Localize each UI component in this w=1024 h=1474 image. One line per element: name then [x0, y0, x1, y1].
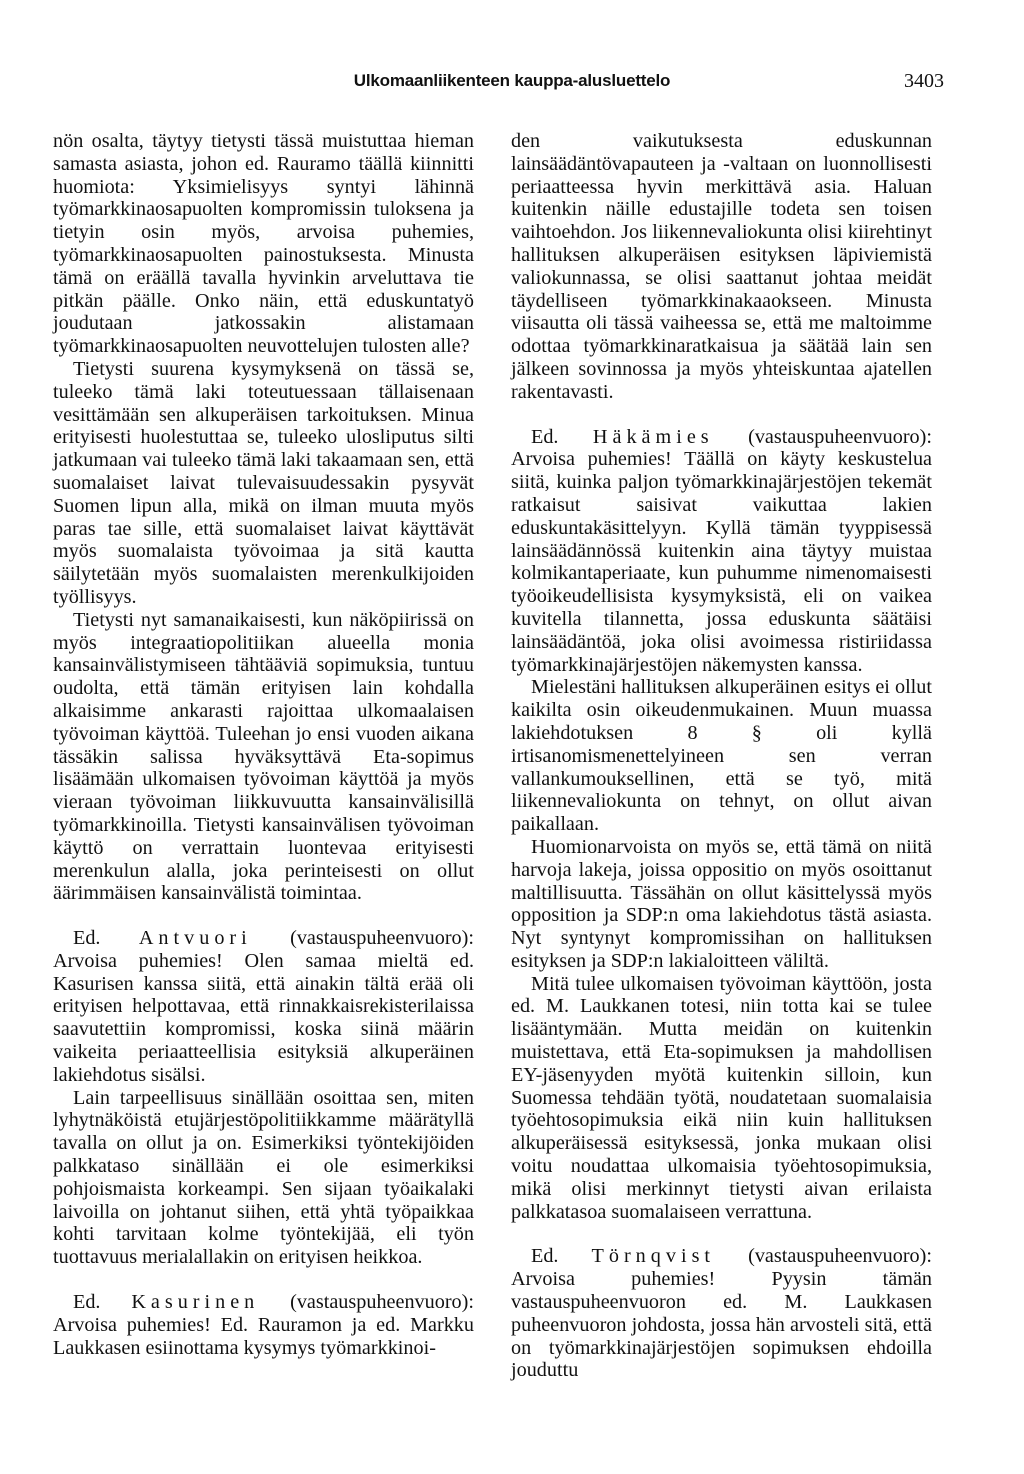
speaker-role: (vastauspuheenvuoro): [715, 1245, 932, 1268]
speech-text: Arvoisa puhemies! Olen samaa mieltä ed. Kasurisen kanssa siitä, että ainakin tältä erää oli erityisen helpottavaa, että rinnakkaisrekisterilaissa saavutettiin kompromissi, koska siinä määrin vaikeita periaatteellisia esityksiä alkuperäinen lakiehdotus sisälsi. [53, 949, 474, 1086]
speaker-name: Törnqvist [591, 1245, 716, 1268]
speaker-role: (vastauspuheenvuoro): [251, 927, 474, 950]
paragraph: Lain tarpeellisuus sinällään osoittaa sen, miten lyhytnäköistä etujärjestöpolitiikkamme määrätyllä tavalla on ollut ja on. Esimerkiksi työntekijöiden palkkataso sinällään ei ole esimerkiksi pohjoismaista korkeampi. Sen sijaan työaikalaki laivoilla on johtanut siihen, että yhtä työpaikkaa kohti tarvitaan kolme työntekijää, eli työn tuottavuus merialallakin on erityisen heikkoa. [53, 1086, 474, 1269]
page-number: 3403 [904, 70, 944, 92]
continued-paragraph: den vaikutuksesta eduskunnan lainsäädäntövapauteen ja -valtaan on luonnollisesti periaatteessa hyvin merkittävä asia. Haluan kuitenkin näille edustajille todeta sen toisen vaihtoehdon. Jos liikennevaliokunta olisi kiirehtinyt hallituksen alkuperäisen esityksen läpiviemistä valiokunnassa, se olisi saattanut johtaa meidät täydelliseen työmarkkinakaaokseen. Minusta viisautta oli tässä vaiheessa se, että me maltoimme odottaa työmarkkinaratkaisua ja säätää lain sen jälkeen sovinnossa ja myös yhteiskuntaa ajatellen rakentavasti. [511, 130, 932, 403]
speaker-role: (vastauspuheenvuoro): [259, 1291, 474, 1314]
paragraph: Tietysti nyt samanaikaisesti, kun näköpiirissä on myös integraatiopolitiikan alueella monia kansainvälistymiseen tähtääviä sopimuksia, tuntuu oudolta, että tämän erityisen lain kohdalla alkaisimme ankarasti rajoittaa ulkomaalaisen työvoiman käyttöä. Tuleehan jo ensi vuoden aikana tässäkin salissa hyväksyttävä Eta-sopimus lisäämään ulkomaisen työvoiman käyttöä ja myös vieraan työvoiman liikkuvuutta kansainvälisillä työmarkkinoilla. Tietysti kansainvälisen työvoiman käyttö on verrattain luontevaa erityisesti merenkulun alalla, joka perinteisesti on ollut äärimmäisen kansainvälistä toimintaa. [53, 608, 474, 905]
right-text-column [511, 130, 932, 1382]
paragraph: Mitä tulee ulkomaisen työvoiman käyttöön, josta ed. M. Laukkanen totesi, niin totta kai se tulee lisääntymään. Mutta meidän on kuitenkin muistettava, että Eta-sopimuksen ja mahdollisen EY-jäsenyyden myötä kuitenkin silloin, kun Suomessa tehdään työtä, noudatetaan suomalaisia työehtosopimuksia eikä niin kuin hallituksen alkuperäisessä esityksessä, jonka mukaan olisi voitu noudattaa ulkomaisia työehtosopimuksia, mikä olisi merkinnyt tietysti aivan erilaista palkkatasoa suomalaiseen verrattuna. [511, 972, 932, 1223]
speech-text: Arvoisa puhemies! Ed. Rauramon ja ed. Markku Laukkasen esiinottama kysymys työmarkkinoi- [53, 1313, 474, 1359]
paragraph: Tietysti suurena kysymyksenä on tässä se, tuleeko tämä laki toteutuessaan tällaisenaan vesittämään sen alkuperäisen tarkoituksen. Minua erityisesti huolestuttaa se, tuleeko ulosliputus silti jatkumaan vai tuleeko tämä laki takaamaan sen, että suomalaiset laivat tulevaisuudessakin pysyvät Suomen lipun alla, mikä on ilman muuta myös paras tae sille, että suomalaiset laivat käyttävät myös suomalaista työvoimaa ja sitä kautta säilytetään myös suomalaisten merenkulkijoiden työllisyys. [53, 357, 474, 608]
left-text-column [53, 130, 474, 1359]
speech-text: Arvoisa puhemies! Täällä on käyty keskustelua siitä, kuinka paljon työmarkkinajärjestöjen tekemät ratkaisut saisivat vaikuttaa lakien eduskuntakäsittelyyn. Kyllä tämän tyyppisessä lainsäädännössä kuitenkin aina täytyy muistaa kolmikantaperiaate, kun puhumme nimenomaisesti työoikeudellisista kysymyksistä, eli on vaikea kuvitella tilannetta, jossa eduskunta säätäisi lainsäädäntöä, joka olisi avoimessa ristiriidassa työmarkkinajärjestöjen näkemysten kanssa. [511, 448, 932, 676]
speaker-prefix: Ed. [531, 425, 593, 448]
speaker-paragraph [511, 426, 932, 677]
paragraph: Huomionarvoista on myös se, että tämä on niitä harvoja lakeja, joissa oppositio on myös osoittanut maltillisuutta. Tässähän on ollut käsittelyssä myös opposition ja SDP:n oma lakiehdotus tästä asiasta. Nyt syntynyt kompromissihan on hallituksen esityksen ja SDP:n lakialoitteen väliltä. [511, 835, 932, 972]
speaker-prefix: Ed. [73, 1291, 132, 1314]
paragraph: Mielestäni hallituksen alkuperäinen esitys ei ollut kaikilta osin oikeudenmukainen. Muun muassa lakiehdotuksen 8 § oli kyllä irtisanomismenettelyineen sen verran vallankumouksellinen, että se työ, mitä liikennevaliokunta on tehnyt, on ollut aivan paikallaan. [511, 676, 932, 836]
speaker-paragraph [53, 927, 474, 1087]
speaker-prefix: Ed. [531, 1245, 592, 1268]
speech-text: Arvoisa puhemies! Pyysin tämän vastauspuheenvuoron ed. M. Laukkasen puheenvuoron johdosta, jossa hän arvosteli sitä, että on työmarkkinajärjestöjen sopimuksen ehdoilla jouduttu [511, 1268, 932, 1382]
speaker-prefix: Ed. [73, 927, 139, 950]
speaker-role: (vastauspuheenvuoro): [713, 425, 932, 448]
speaker-name: Antvuori [138, 927, 252, 950]
speaker-name: Häkämies [592, 425, 714, 448]
running-title: Ulkomaanliikenteen kauppa-alusluettelo [353, 71, 671, 90]
continued-paragraph: nön osalta, täytyy tietysti tässä muistuttaa hieman samasta asiasta, johon ed. Rauramo täällä kiinnitti huomiota: Yksimielisyys syntyi lähinnä työmarkkinaosapuolten kompromissin tuloksena ja tietyin osin myös, arvoisa puhemies, työmarkkinaosapuolten painostuksesta. Minusta tämä on eräällä tavalla hyvinkin arveluttava tie pitkän päälle. Onko näin, että eduskuntatyö joudutaan jatkossakin alistamaan työmarkkinaosapuolten neuvottelujen tulosten alle? [53, 130, 474, 358]
speaker-name: Kasurinen [131, 1291, 260, 1314]
speaker-paragraph [53, 1291, 474, 1359]
speaker-paragraph [511, 1245, 932, 1382]
